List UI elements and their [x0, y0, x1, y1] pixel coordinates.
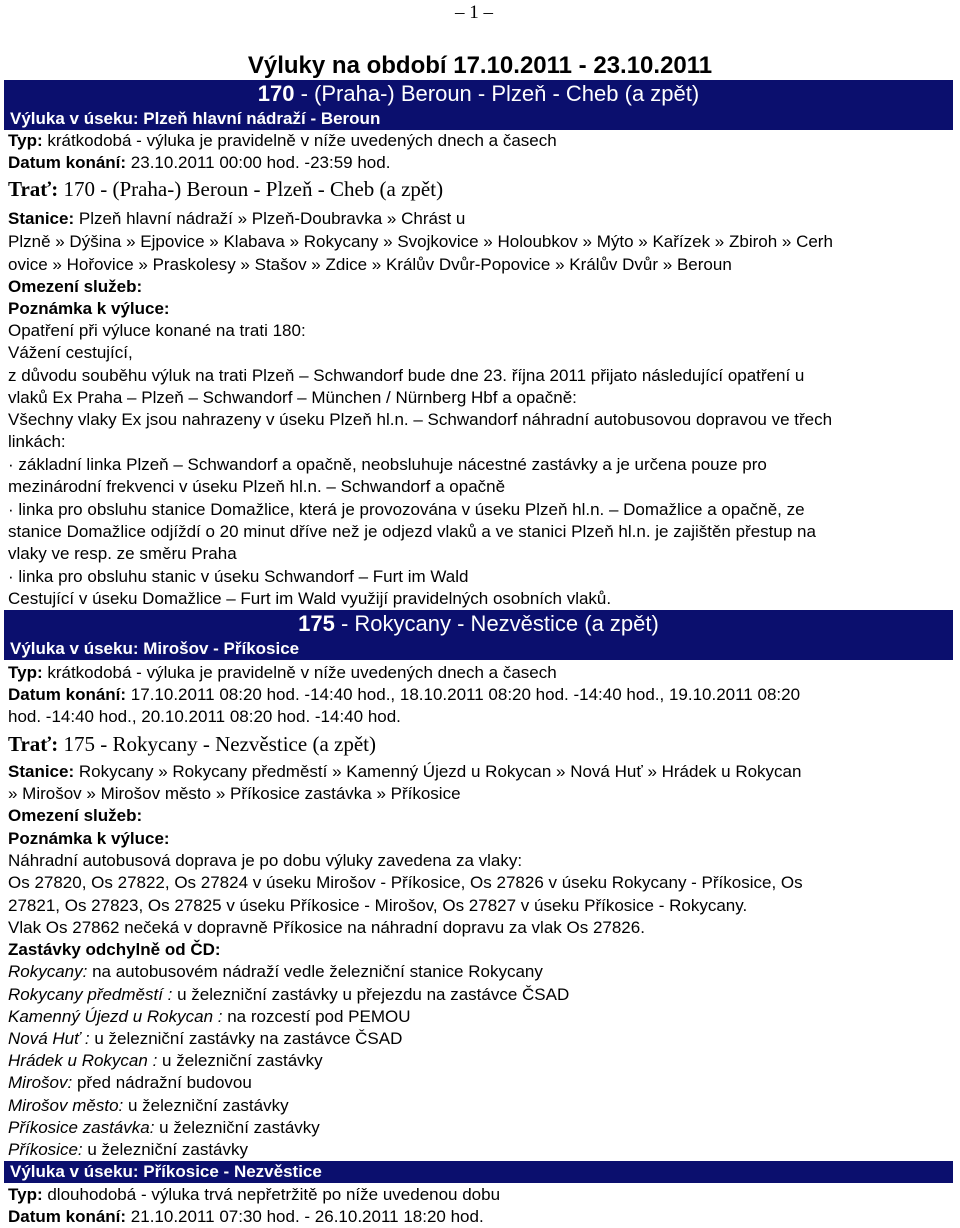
- note-line: stanice Domažlice odjíždí o 20 minut dříve než je odjezd vlaků a ve stanici Plzeň hl.n. je zajištěn přestup na: [8, 522, 816, 541]
- stop-item: [8, 984, 569, 1006]
- note-line: Vlak Os 27862 nečeká v dopravně Příkosice na náhradní dopravu za vlak Os 27826.: [8, 918, 645, 937]
- stop-item: [8, 1117, 320, 1139]
- stop-desc: u železniční zastávky: [82, 1140, 248, 1159]
- stop-place: Mirošov město:: [8, 1096, 124, 1115]
- stop-desc: u železniční zastávky u přejezdu na zastávce ČSAD: [172, 985, 570, 1004]
- stations-row: [8, 761, 801, 783]
- stop-place: Rokycany předměstí :: [8, 985, 173, 1004]
- note-line: · základní linka Plzeň – Schwandorf a opačně, neobsluhuje nácestné zastávky a je určena pouze pro: [8, 455, 767, 474]
- type-value: krátkodobá - výluka je pravidelně v níže uvedených dnech a časech: [42, 131, 557, 150]
- route-name: - (Praha-) Beroun - Plzeň - Cheb (a zpět): [294, 81, 700, 106]
- note-line: z důvodu souběhu výluk na trati Plzeň – Schwandorf bude dne 23. října 2011 přijato následující opatření u: [8, 366, 805, 385]
- stations-line: Rokycany » Rokycany předměstí » Kamenný Újezd u Rokycan » Nová Huť » Hrádek u Rokycan: [74, 762, 802, 781]
- stations-line: Plzeň hlavní nádraží » Plzeň-Doubravka » Chrást u: [74, 209, 466, 228]
- stop-desc: u železniční zastávky na zastávce ČSAD: [89, 1029, 403, 1048]
- stop-item: [8, 1006, 411, 1028]
- trat-label: Trať:: [8, 732, 59, 756]
- section-header: Výluka v úseku: Plzeň hlavní nádraží - Beroun: [4, 108, 953, 130]
- stop-desc: u železniční zastávky: [154, 1118, 320, 1137]
- stop-item: [8, 1072, 252, 1094]
- type-value: krátkodobá - výluka je pravidelně v níže uvedených dnech a časech: [42, 663, 557, 682]
- stop-place: Rokycany:: [8, 962, 88, 981]
- stop-desc: před nádražní budovou: [72, 1073, 252, 1092]
- date-value: 17.10.2011 08:20 hod. -14:40 hod., 18.10.2011 08:20 hod. -14:40 hod., 19.10.2011 08:20: [126, 685, 801, 704]
- date-value: 21.10.2011 07:30 hod. - 26.10.2011 18:20 hod.: [126, 1207, 484, 1226]
- stop-place: Hrádek u Rokycan :: [8, 1051, 158, 1070]
- date-label: Datum konání:: [8, 153, 127, 172]
- section-header: Výluka v úseku: Příkosice - Nezvěstice: [4, 1161, 953, 1183]
- type-value: dlouhodobá - výluka trvá nepřetržitě po níže uvedenou dobu: [42, 1185, 501, 1204]
- stop-desc: na rozcestí pod PEMOU: [222, 1007, 411, 1026]
- stop-place: Mirošov:: [8, 1073, 73, 1092]
- route-number: 175: [298, 611, 335, 636]
- date-line: hod. -14:40 hod., 20.10.2011 08:20 hod. -14:40 hod.: [8, 707, 401, 726]
- route-175-header: [4, 610, 953, 638]
- poznamka-label: Poznámka k výluce:: [8, 299, 170, 318]
- section-header: Výluka v úseku: Mirošov - Příkosice: [4, 638, 953, 660]
- type-row: [8, 130, 557, 152]
- trat-label: Trať:: [8, 177, 59, 201]
- stop-place: Příkosice zastávka:: [8, 1118, 155, 1137]
- route-number: 170: [257, 81, 295, 106]
- poznamka-label: Poznámka k výluce:: [8, 829, 170, 848]
- document-title: Výluky na období 17.10.2011 - 23.10.2011: [247, 52, 713, 79]
- note-line: vlaky ve resp. ze směru Praha: [8, 544, 237, 563]
- note-line: Všechny vlaky Ex jsou nahrazeny v úseku Plzeň hl.n. – Schwandorf náhradní autobusovou dopravou ve třech: [8, 410, 833, 429]
- type-row: [8, 1184, 500, 1206]
- note-line: linkách:: [8, 432, 66, 451]
- note-line: · linka pro obsluhu stanic v úseku Schwandorf – Furt im Wald: [8, 567, 469, 586]
- note-line: Opatření při výluce konané na trati 180:: [8, 321, 306, 340]
- stations-line: Plzně » Dýšina » Ejpovice » Klabava » Rokycany » Svojkovice » Holoubkov » Mýto » Kařízek » Zbiroh » Cerh: [8, 232, 833, 251]
- stop-place: Příkosice:: [8, 1140, 83, 1159]
- stations-label: Stanice:: [8, 762, 75, 781]
- note-line: mezinárodní frekvenci v úseku Plzeň hl.n. – Schwandorf a opačně: [8, 477, 506, 496]
- type-label: Typ:: [8, 663, 43, 682]
- type-label: Typ:: [8, 131, 43, 150]
- type-row: [8, 662, 557, 684]
- date-row: [8, 152, 390, 174]
- note-line: Cestující v úseku Domažlice – Furt im Wald využijí pravidelných osobních vlaků.: [8, 589, 612, 608]
- page-number: – 1 –: [455, 2, 493, 23]
- note-line: · linka pro obsluhu stanice Domažlice, která je provozována v úseku Plzeň hl.n. – Domažlice a opačně, ze: [8, 500, 805, 519]
- note-line: Náhradní autobusová doprava je po dobu výluky zavedena za vlaky:: [8, 851, 523, 870]
- stop-desc: na autobusovém nádraží vedle železniční stanice Rokycany: [87, 962, 543, 981]
- omezeni-label: Omezení služeb:: [8, 277, 143, 296]
- note-line: Vážení cestující,: [8, 343, 133, 362]
- note-line: 27821, Os 27823, Os 27825 v úseku Příkosice - Mirošov, Os 27827 v úseku Příkosice - Rokycany.: [8, 896, 748, 915]
- date-label: Datum konání:: [8, 1207, 127, 1226]
- date-label: Datum konání:: [8, 685, 127, 704]
- stations-line: » Mirošov » Mirošov město » Příkosice zastávka » Příkosice: [8, 784, 461, 803]
- note-line: Os 27820, Os 27822, Os 27824 v úseku Mirošov - Příkosice, Os 27826 v úseku Rokycany - Příkosice, Os: [8, 873, 803, 892]
- trat-row: [8, 178, 443, 200]
- trat-row: [8, 733, 376, 755]
- date-row: [8, 1206, 484, 1228]
- stop-item: [8, 1139, 248, 1161]
- stations-line: ovice » Hořovice » Praskolesy » Stašov » Zdice » Králův Dvůr-Popovice » Králův Dvůr » Beroun: [8, 255, 732, 274]
- stop-desc: u železniční zastávky: [157, 1051, 323, 1070]
- stop-item: [8, 961, 543, 983]
- stop-item: [8, 1050, 323, 1072]
- stop-item: [8, 1095, 289, 1117]
- route-170-header: [4, 80, 953, 108]
- trat-value: 175 - Rokycany - Nezvěstice (a zpět): [58, 732, 376, 756]
- stop-item: [8, 1028, 402, 1050]
- stop-desc: u železniční zastávky: [123, 1096, 289, 1115]
- type-label: Typ:: [8, 1185, 43, 1204]
- note-line: vlaků Ex Praha – Plzeň – Schwandorf – München / Nürnberg Hbf a opačně:: [8, 388, 577, 407]
- date-value: 23.10.2011 00:00 hod. -23:59 hod.: [126, 153, 391, 172]
- stops-label: Zastávky odchylně od ČD:: [8, 940, 221, 959]
- stations-row: [8, 208, 465, 230]
- trat-value: 170 - (Praha-) Beroun - Plzeň - Cheb (a zpět): [58, 177, 444, 201]
- stop-place: Nová Huť :: [8, 1029, 90, 1048]
- date-row: [8, 684, 800, 706]
- omezeni-label: Omezení služeb:: [8, 806, 143, 825]
- stations-label: Stanice:: [8, 209, 75, 228]
- route-name: - Rokycany - Nezvěstice (a zpět): [334, 611, 659, 636]
- stop-place: Kamenný Újezd u Rokycan :: [8, 1007, 223, 1026]
